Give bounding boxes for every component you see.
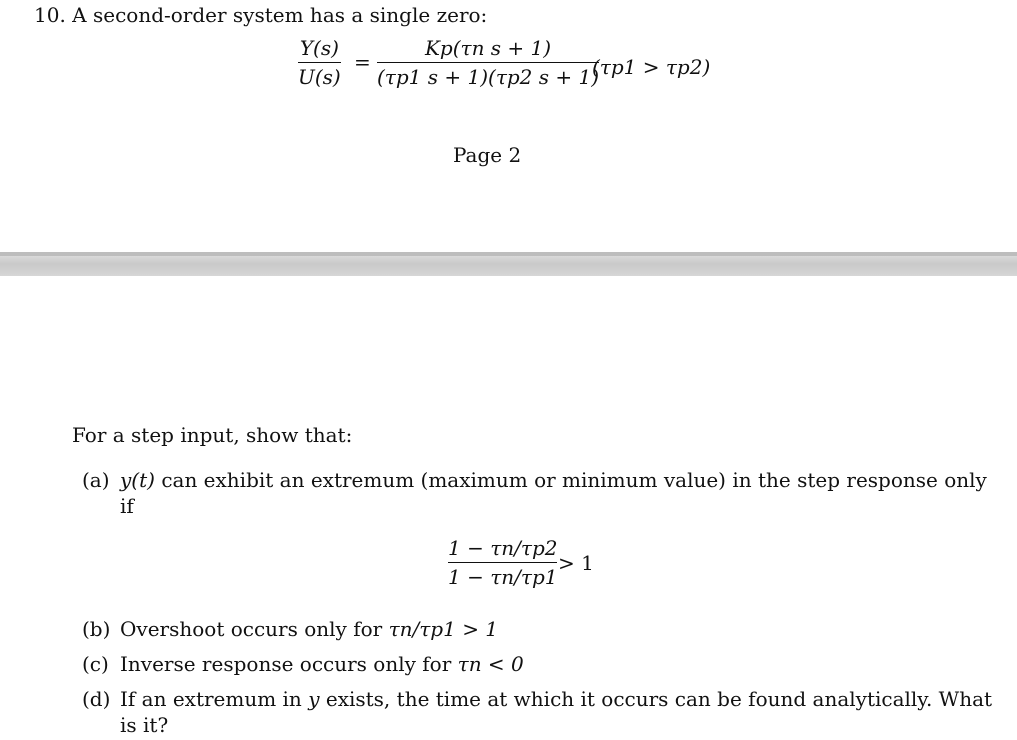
part-a-body: can exhibit an extremum (maximum or minimum value) in the step response only: [161, 468, 987, 492]
part-c-body: Inverse response occurs only for: [120, 652, 452, 676]
equals-sign: =: [354, 50, 371, 74]
part-d-text: [120, 687, 992, 711]
intro-text: For a step input, show that:: [72, 423, 353, 447]
inequality-denominator: 1 − τn/τp1: [448, 565, 558, 590]
part-b-math: τn/τp1 > 1: [388, 617, 499, 641]
part-b-label: (b): [82, 617, 111, 641]
tf-rhs-denominator: (τp1 s + 1)(τp2 s + 1): [377, 65, 600, 90]
part-b-text: [120, 617, 498, 641]
tf-rhs-numerator: Kp(τn s + 1): [424, 36, 552, 60]
page-label: Page 2: [453, 143, 522, 167]
part-a-label: (a): [82, 468, 110, 492]
part-c-text: [120, 652, 524, 676]
part-d-body: If an extremum in: [120, 687, 302, 711]
tf-condition: (τp1 > τp2): [592, 55, 711, 79]
tf-lhs-fraction: [298, 36, 341, 89]
problem-statement: A second-order system has a single zero:: [72, 3, 488, 27]
part-a-continuation: if: [120, 494, 134, 518]
part-c-label: (c): [82, 652, 109, 676]
tf-lhs-denominator: U(s): [298, 65, 341, 90]
part-b-body: Overshoot occurs only for: [120, 617, 383, 641]
part-a-inequality-fraction: [448, 536, 557, 589]
part-d-continuation: is it?: [120, 713, 169, 737]
inequality-rhs: > 1: [558, 551, 594, 575]
part-d-variable: y: [308, 687, 320, 711]
part-d-body-2: exists, the time at which it occurs can be found analytically. What: [325, 687, 993, 711]
inequality-numerator: 1 − τn/τp2: [448, 536, 558, 560]
fraction-bar: [377, 62, 599, 63]
tf-rhs-fraction: [377, 36, 599, 89]
tf-lhs-numerator: Y(s): [299, 36, 339, 60]
part-d-label: (d): [82, 687, 111, 711]
fraction-bar: [298, 62, 341, 63]
part-a-text: [120, 468, 987, 492]
problem-number: 10.: [34, 3, 66, 27]
page-break-divider: [0, 252, 1017, 276]
problem-header: [34, 3, 487, 27]
part-c-math: τn < 0: [457, 652, 524, 676]
part-a-variable: y(t): [120, 468, 155, 492]
fraction-bar: [448, 562, 557, 563]
